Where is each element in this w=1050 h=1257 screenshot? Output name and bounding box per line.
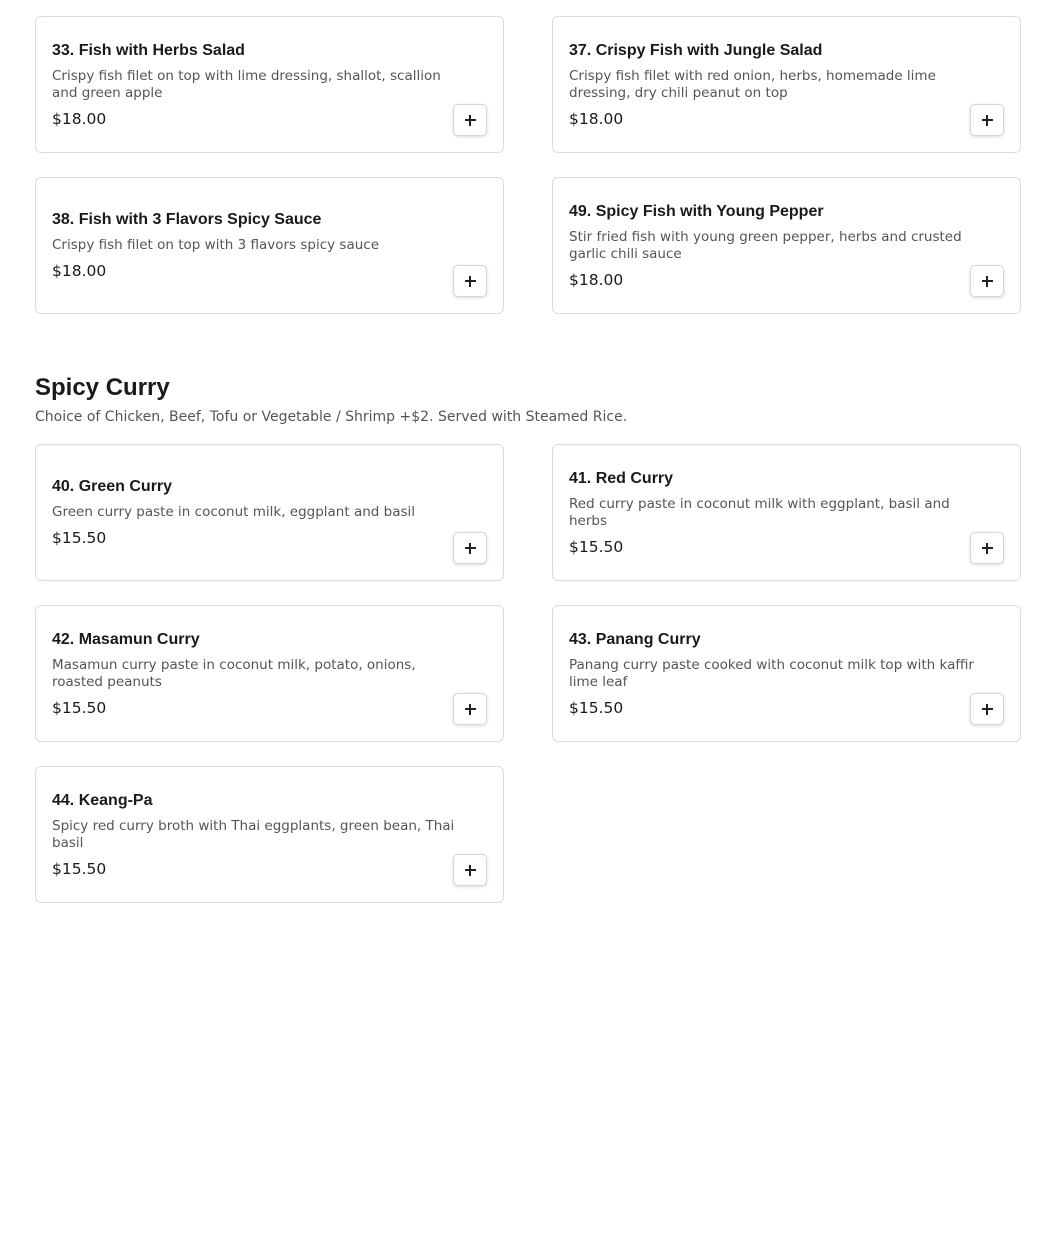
menu-item-description: Masamun curry paste in coconut milk, potato, onions, roasted peanuts — [52, 656, 416, 690]
section-description: Choice of Chicken, Beef, Tofu or Vegetable / Shrimp +$2. Served with Steamed Rice. — [35, 409, 628, 425]
menu-item-title: 49. Spicy Fish with Young Pepper — [569, 202, 824, 220]
menu-item-price: $15.50 — [569, 698, 624, 717]
menu-item-title: 40. Green Curry — [52, 478, 173, 495]
menu-item-price: $18.00 — [52, 262, 107, 280]
plus-icon — [982, 276, 993, 287]
menu-item-description: Stir fried fish with young green pepper, herbs and crusted garlic chili sauce — [569, 228, 962, 262]
add-item-button[interactable] — [453, 693, 487, 725]
plus-icon — [982, 115, 993, 126]
menu-item-title: 44. Keang-Pa — [52, 791, 153, 809]
add-item-button[interactable] — [453, 265, 487, 297]
plus-icon — [982, 543, 993, 554]
menu-item-description: Crispy fish filet with red onion, herbs, homemade lime dressing, dry chili peanut on top — [569, 67, 936, 101]
section-title: Spicy Curry — [35, 374, 170, 401]
menu-item-card[interactable] — [35, 16, 504, 153]
add-item-button[interactable] — [970, 532, 1004, 564]
add-item-button[interactable] — [970, 104, 1004, 136]
menu-item-card[interactable] — [35, 766, 504, 903]
menu-item-price: $15.50 — [52, 698, 107, 717]
add-item-button[interactable] — [970, 693, 1004, 725]
menu-item-card[interactable] — [552, 605, 1021, 742]
plus-icon — [465, 276, 476, 287]
menu-item-title: 41. Red Curry — [569, 469, 674, 487]
menu-item-card[interactable] — [552, 16, 1021, 153]
menu-item-title: 38. Fish with 3 Flavors Spicy Sauce — [52, 211, 322, 228]
add-item-button[interactable] — [970, 265, 1004, 297]
menu-item-description: Crispy fish filet on top with 3 flavors spicy sauce — [52, 237, 380, 253]
menu-item-title: 37. Crispy Fish with Jungle Salad — [569, 41, 823, 59]
plus-icon — [465, 704, 476, 715]
plus-icon — [465, 865, 476, 876]
menu-item-price: $18.00 — [52, 109, 107, 128]
menu-item-title: 43. Panang Curry — [569, 630, 701, 648]
menu-item-price: $18.00 — [569, 109, 624, 128]
menu-item-description: Green curry paste in coconut milk, eggplant and basil — [52, 504, 416, 520]
menu-item-card[interactable] — [35, 605, 504, 742]
plus-icon — [465, 543, 476, 554]
menu-item-title: 33. Fish with Herbs Salad — [52, 41, 245, 59]
menu-item-card[interactable] — [552, 177, 1021, 314]
add-item-button[interactable] — [453, 104, 487, 136]
plus-icon — [465, 115, 476, 126]
menu-item-description: Panang curry paste cooked with coconut milk top with kaffir lime leaf — [569, 656, 974, 690]
menu-item-description: Crispy fish filet on top with lime dressing, shallot, scallion and green apple — [52, 67, 441, 101]
menu-item-price: $15.50 — [52, 859, 107, 878]
menu-item-title: 42. Masamun Curry — [52, 630, 200, 648]
menu-item-price: $18.00 — [569, 270, 624, 289]
menu-item-card[interactable] — [35, 177, 504, 314]
add-item-button[interactable] — [453, 532, 487, 564]
menu-item-description: Spicy red curry broth with Thai eggplants, green bean, Thai basil — [52, 817, 455, 851]
menu-item-card[interactable] — [35, 444, 504, 581]
menu-item-price: $15.50 — [52, 529, 107, 547]
menu-item-card[interactable] — [552, 444, 1021, 581]
menu-item-price: $15.50 — [569, 537, 624, 556]
menu-item-description: Red curry paste in coconut milk with eggplant, basil and herbs — [569, 495, 950, 529]
plus-icon — [982, 704, 993, 715]
add-item-button[interactable] — [453, 854, 487, 886]
